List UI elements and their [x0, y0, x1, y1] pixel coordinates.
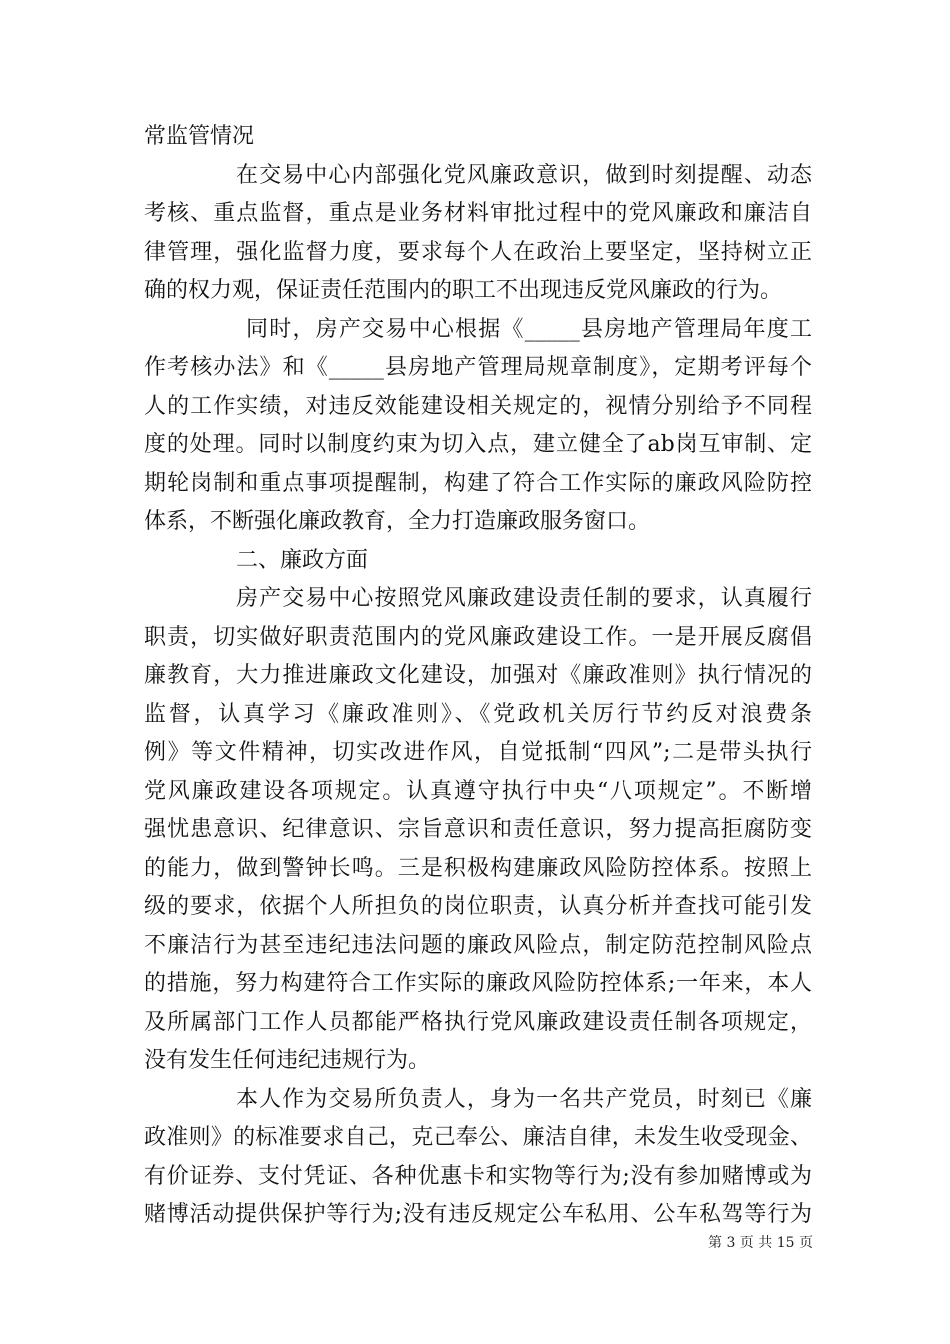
text-line: 职责，切实做好职责范围内的党风廉政建设工作。一是开展反腐倡	[144, 624, 812, 650]
paragraph-start: 同时，房产交易中心根据《_____县房地产管理局年度工	[246, 316, 812, 342]
text-line: 强忧患意识、纪律意识、宗旨意识和责任意识，努力提高拒腐防变	[144, 817, 812, 842]
text-line: 不廉洁行为甚至违纪违法问题的廉政风险点，制定防范控制风险点	[144, 932, 812, 958]
text-line: 律管理，强化监督力度，要求每个人在政治上要坚定，坚持树立正	[144, 239, 812, 265]
text-line: 度的处理。同时以制度约束为切入点，建立健全了ab岗互审制、定	[144, 432, 812, 457]
text-line: 期轮岗制和重点事项提醒制，构建了符合工作实际的廉政风险防控	[144, 470, 812, 496]
document-body	[144, 118, 812, 1235]
paragraph-start: 在交易中心内部强化党风廉政意识，做到时刻提醒、动态	[236, 162, 812, 188]
page-number: 第 3 页 共 15 页	[708, 1235, 813, 1251]
text-line: 政准则》的标准要求自己，克己奉公、廉洁自律，未发生收受现金、	[144, 1125, 812, 1150]
text-line: 常监管情况	[144, 124, 255, 149]
text-line: 赌博活动提供保护等行为;没有违反规定公车私用、公车私驾等行为	[144, 1202, 812, 1227]
text-line: 考核、重点监督，重点是业务材料审批过程中的党风廉政和廉洁自	[144, 201, 812, 226]
paragraph-start: 房产交易中心按照党风廉政建设责任制的要求，认真履行	[236, 586, 812, 611]
text-line: 的能力，做到警钟长鸣。三是积极构建廉政风险防控体系。按照上	[144, 855, 812, 881]
text-line: 级的要求，依据个人所担负的岗位职责，认真分析并查找可能引发	[144, 894, 812, 919]
text-line: 廉教育，大力推进廉政文化建设，加强对《廉政准则》执行情况的	[144, 663, 812, 688]
section-heading: 二、廉政方面	[236, 547, 369, 573]
text-line: 监督，认真学习《廉政准则》、《党政机关厉行节约反对浪费条	[144, 701, 812, 727]
paragraph-start: 本人作为交易所负责人，身为一名共产党员，时刻已《廉	[236, 1086, 812, 1112]
text-line: 有价证券、支付凭证、各种优惠卡和实物等行为;没有参加赌博或为	[144, 1163, 812, 1189]
text-line: 的措施，努力构建符合工作实际的廉政风险防控体系;一年来，本人	[144, 971, 812, 996]
text-line: 没有发生任何违纪违规行为。	[144, 1048, 431, 1073]
text-line: 作考核办法》和《_____县房地产管理局规章制度》，定期考评每个	[144, 355, 812, 380]
text-line: 确的权力观，保证责任范围内的职工不出现违反党风廉政的行为。	[144, 278, 783, 303]
text-line: 及所属部门工作人员都能严格执行党风廉政建设责任制各项规定，	[144, 1009, 812, 1035]
text-line: 例》等文件精神，切实改进作风，自觉抵制“四风”;二是带头执行	[144, 740, 812, 765]
text-line: 人的工作实绩，对违反效能建设相关规定的，视情分别给予不同程	[144, 393, 812, 419]
text-line: 党风廉政建设各项规定。认真遵守执行中央“八项规定”。不断增	[144, 778, 812, 804]
text-line: 体系，不断强化廉政教育，全力打造廉政服务窗口。	[144, 509, 651, 534]
